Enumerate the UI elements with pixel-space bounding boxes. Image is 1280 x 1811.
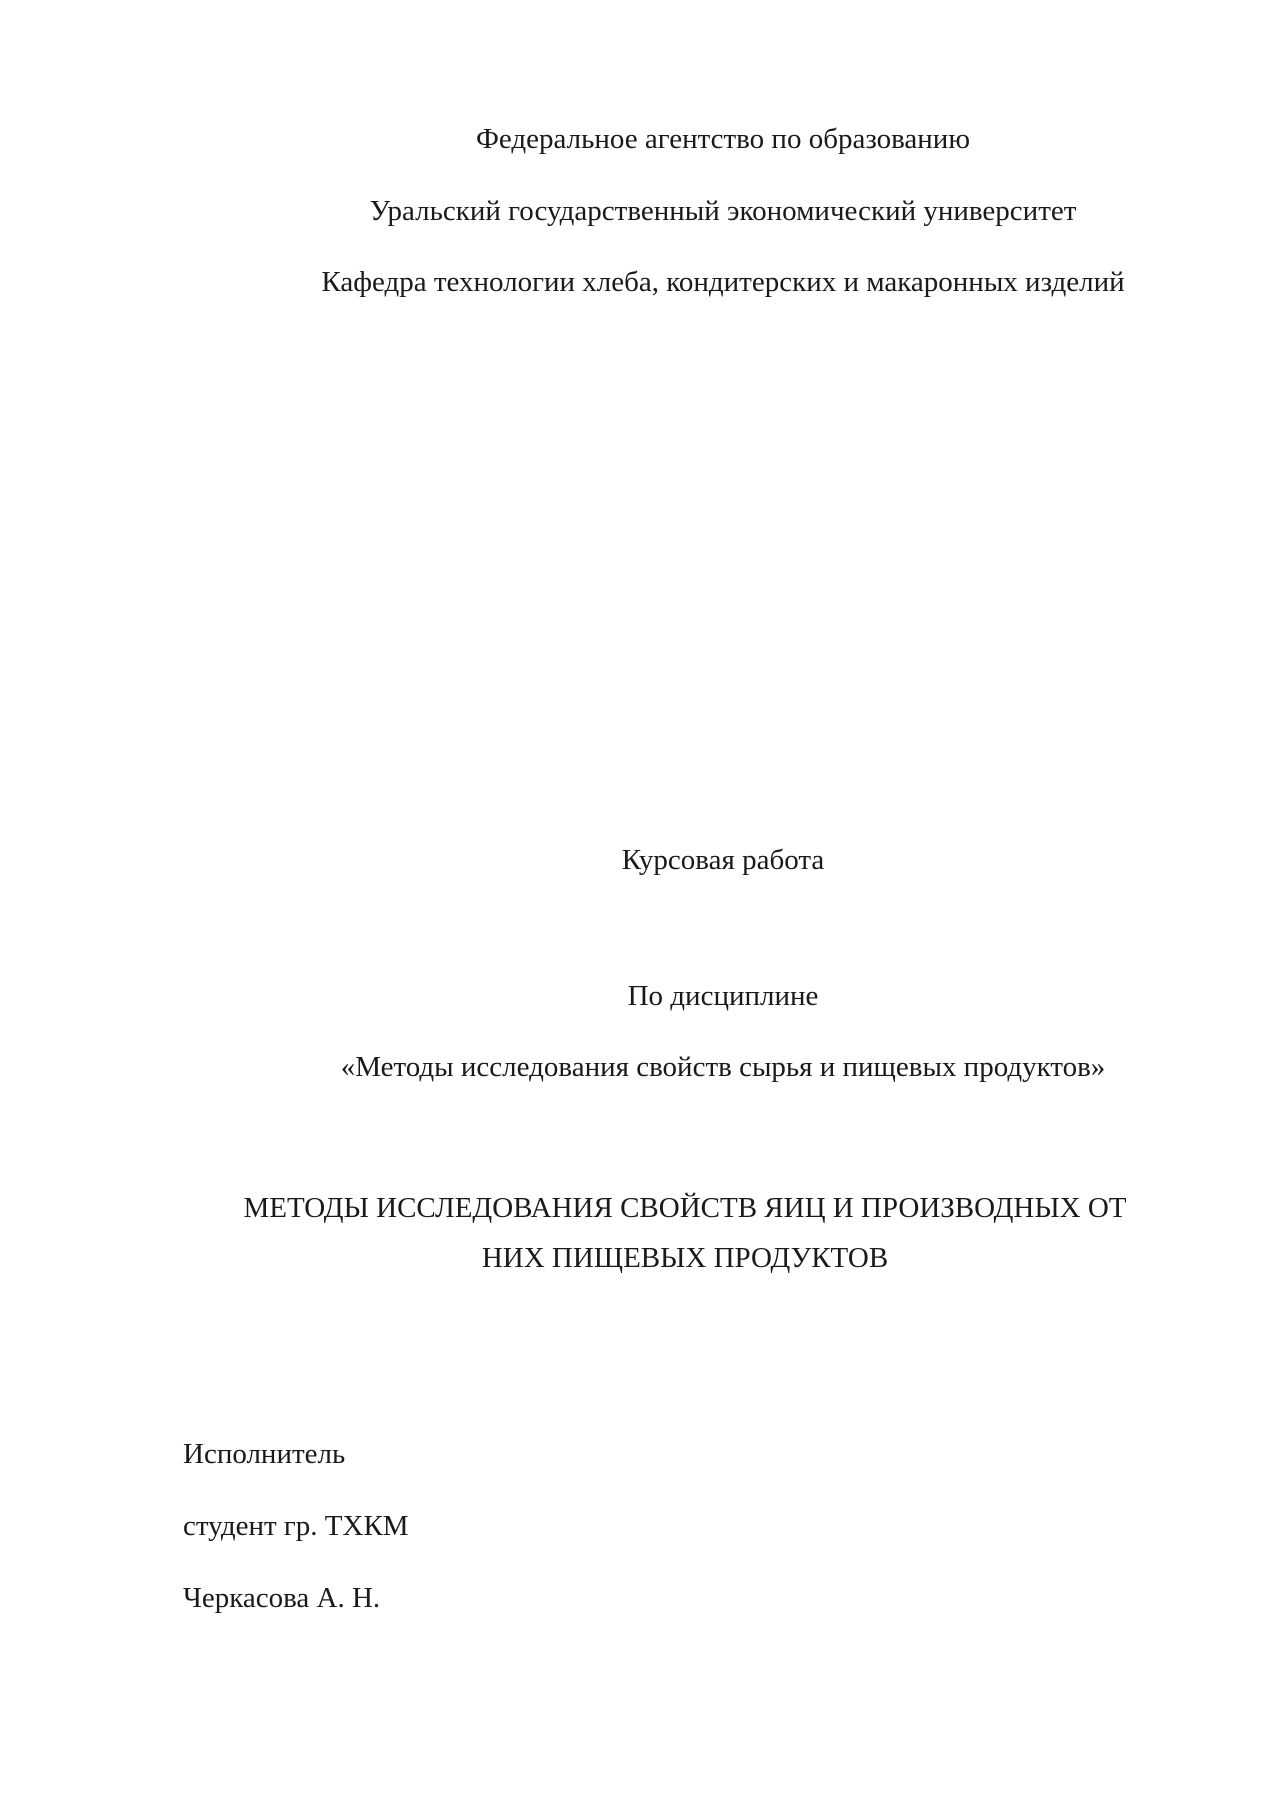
course-work-label: Курсовая работа — [621, 844, 825, 876]
department-name: Кафедра технологии хлеба, кондитерских и макаронных изделий — [321, 266, 1125, 298]
discipline-name: «Методы исследования свойств сырья и пищевых продуктов» — [340, 1051, 1106, 1083]
executor-group: студент гр. ТХКМ — [183, 1510, 409, 1542]
executor-role: Исполнитель — [183, 1438, 346, 1470]
discipline-label: По дисциплине — [627, 980, 819, 1012]
agency-name: Федеральное агентство по образованию — [475, 123, 970, 155]
executor-name: Черкасова А. Н. — [183, 1582, 381, 1614]
work-topic-line-2: НИХ ПИЩЕВЫХ ПРОДУКТОВ — [481, 1242, 889, 1274]
work-topic-line-1: МЕТОДЫ ИССЛЕДОВАНИЯ СВОЙСТВ ЯИЦ И ПРОИЗВОДНЫХ ОТ — [243, 1192, 1127, 1224]
university-name: Уральский государственный экономический университет — [369, 195, 1077, 227]
work-topic — [0, 1183, 1280, 1283]
